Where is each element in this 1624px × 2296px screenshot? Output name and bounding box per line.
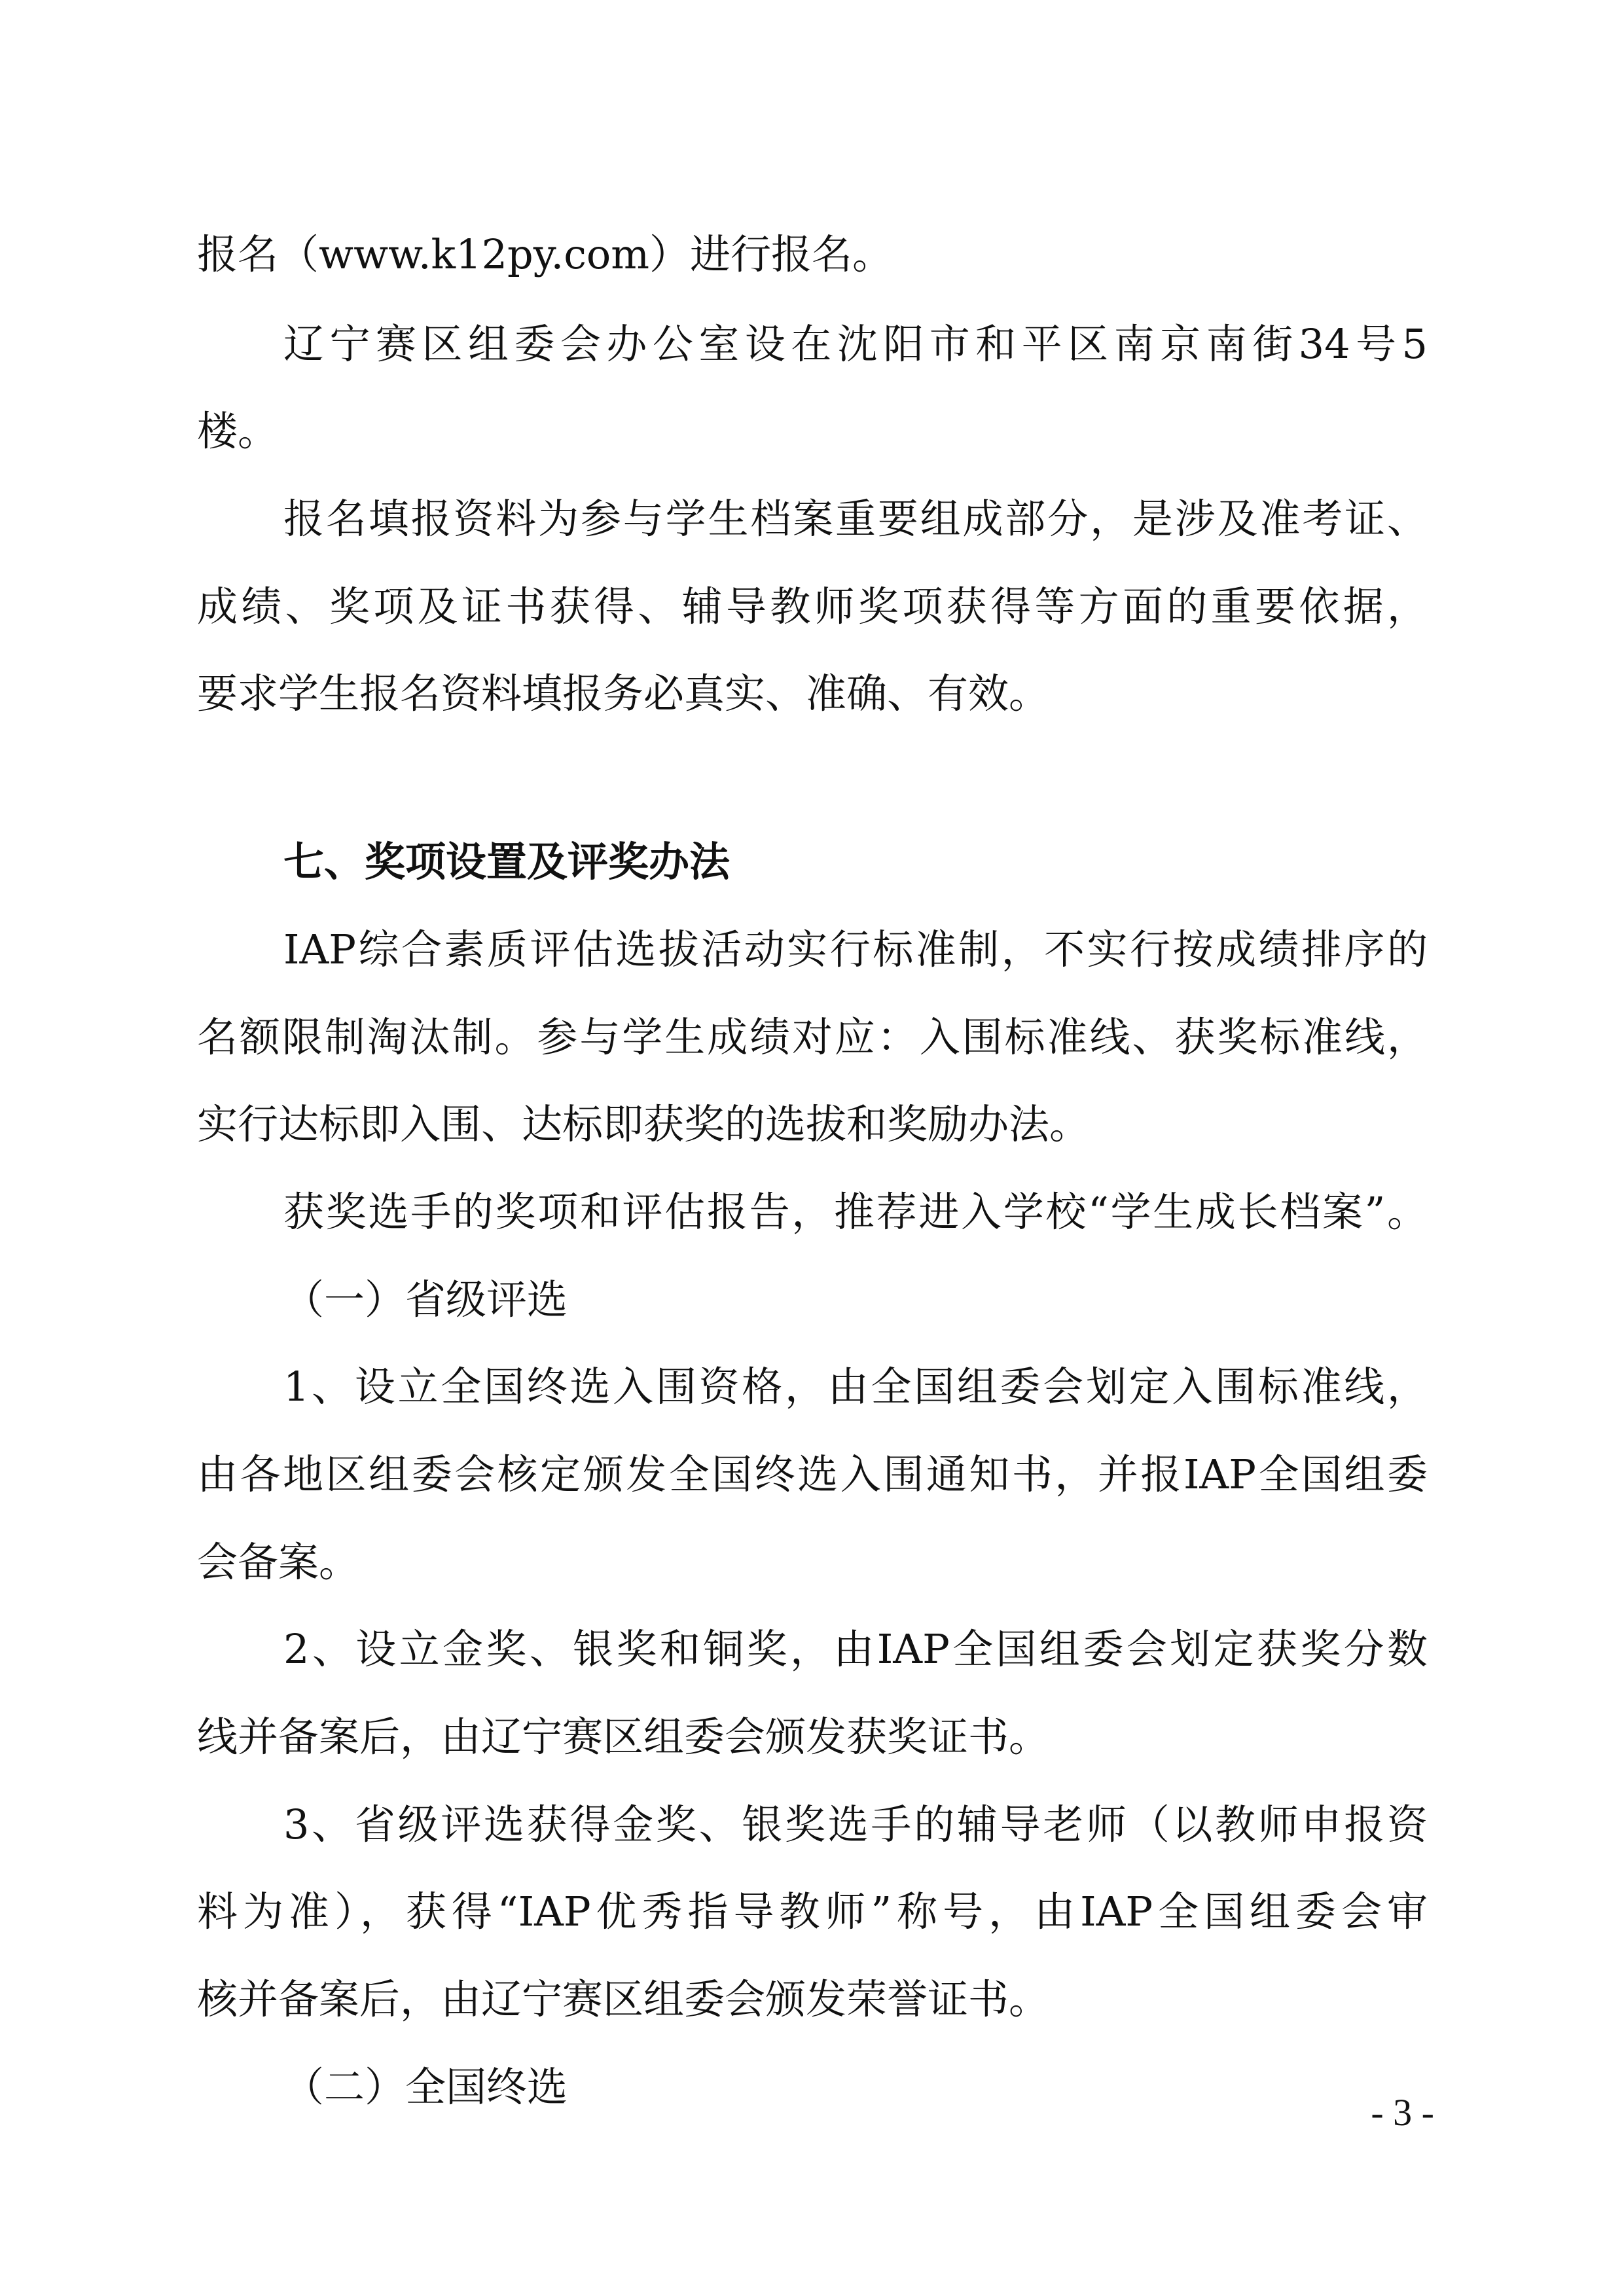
section-heading: 七、奖项设置及评奖办法 (283, 838, 731, 886)
text-line: 成绩、奖项及证书获得、辅导教师奖项获得等方面的重要依据， (197, 583, 1428, 630)
text-line: 要求学生报名资料填报务必真实、准确、有效。 (197, 670, 1050, 717)
text-line: 报名（www.k12py.com）进行报名。 (197, 230, 893, 278)
page-number: - 3 - (1371, 2091, 1434, 2134)
text-line: 料为准），获得“IAP优秀指导教师”称号，由IAP全国组委会审 (197, 1888, 1428, 1935)
text-line: 2、设立金奖、银奖和铜奖，由IAP全国组委会划定获奖分数 (283, 1625, 1428, 1673)
subsection-heading: （一）省级评选 (283, 1276, 568, 1323)
text-line: 报名填报资料为参与学生档案重要组成部分，是涉及准考证、 (283, 495, 1428, 543)
text-line: 核并备案后，由辽宁赛区组委会颁发荣誉证书。 (197, 1975, 1050, 2023)
text-line: 会备案。 (197, 1538, 360, 1586)
text-line: 3、省级评选获得金奖、银奖选手的辅导老师（以教师申报资 (283, 1801, 1428, 1848)
text-line: 由各地区组委会核定颁发全国终选入围通知书，并报IAP全国组委 (197, 1450, 1428, 1498)
text-line: 线并备案后，由辽宁赛区组委会颁发获奖证书。 (197, 1713, 1050, 1761)
text-line: 名额限制淘汰制。参与学生成绩对应：入围标准线、获奖标准线， (197, 1013, 1428, 1061)
text-line: 实行达标即入围、达标即获奖的选拔和奖励办法。 (197, 1100, 1091, 1148)
text-line: 1、设立全国终选入围资格，由全国组委会划定入围标准线， (283, 1363, 1428, 1410)
text-line: 获奖选手的奖项和评估报告，推荐进入学校“学生成长档案”。 (283, 1188, 1428, 1236)
text-line: IAP综合素质评估选拔活动实行标准制，不实行按成绩排序的 (283, 925, 1428, 973)
text-line: 楼。 (197, 407, 279, 455)
text-line: 辽宁赛区组委会办公室设在沈阳市和平区南京南街34号5 (283, 320, 1428, 368)
subsection-heading: （二）全国终选 (283, 2063, 568, 2111)
